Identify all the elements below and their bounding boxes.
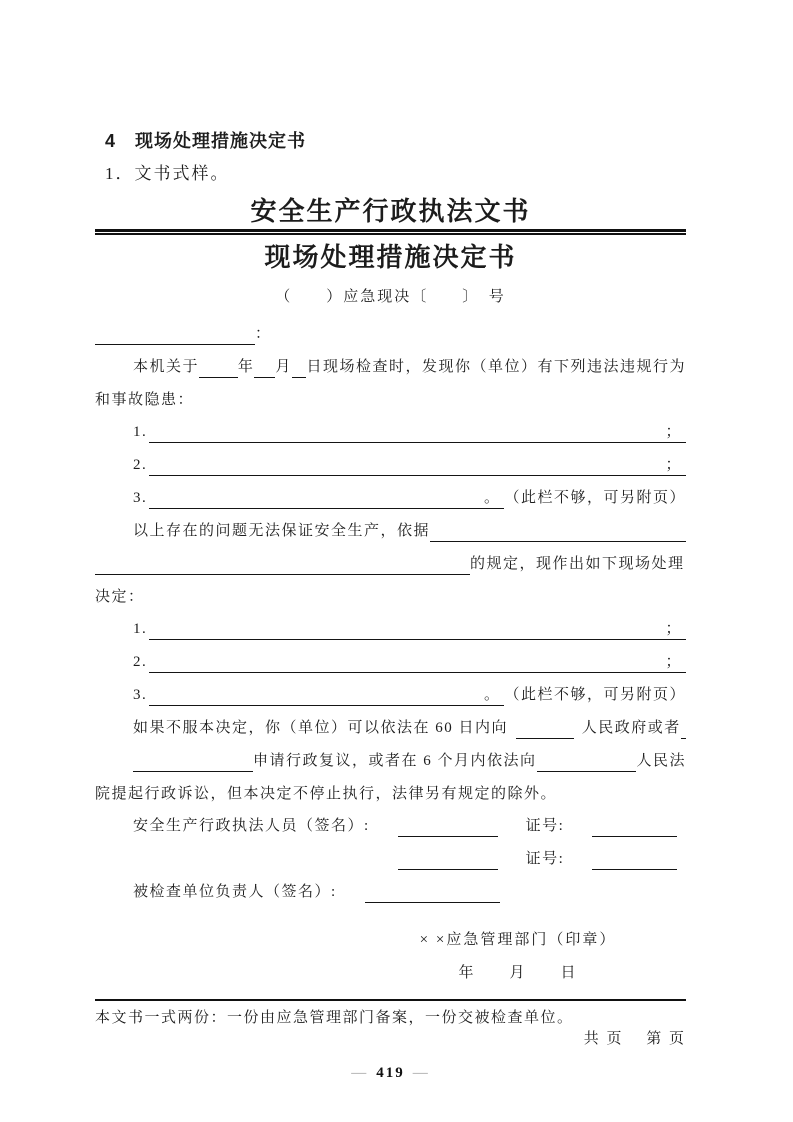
- violation-2-blank: ；: [149, 455, 686, 476]
- page-number: [95, 1065, 686, 1082]
- decision-3-blank: 。: [149, 685, 504, 706]
- violation-2-number: 2.: [133, 457, 148, 473]
- basis-text-pre: 以上存在的问题无法保证安全生产，依据: [133, 523, 431, 539]
- document-number-line: （ ）应急现决〔 〕 号: [275, 289, 506, 305]
- letterhead-title: 安全生产行政执法文书: [250, 196, 531, 226]
- intro-text-pre: 本机关于: [133, 359, 200, 375]
- appeal-line-3: [95, 784, 686, 804]
- violation-item-3: [95, 488, 686, 509]
- violation-item-1: [95, 422, 686, 443]
- appeal-blank-gov: [516, 718, 574, 739]
- addressee-colon: ：: [255, 326, 272, 342]
- footer-note: 本文书一式两份：一份由应急管理部门备案，一份交被检查单位。: [95, 1010, 574, 1026]
- intro-text-rest: 日现场检查时，发现你（单位）有下列违法违规行为: [306, 359, 686, 375]
- cert-number-blank-1: [592, 816, 677, 837]
- letterhead-double-rule: [95, 229, 686, 235]
- month-label: 月: [275, 359, 292, 375]
- decision-item-2: [95, 652, 686, 673]
- subsection-heading: 1．文书式样。: [105, 164, 230, 183]
- violation-item-2: [95, 455, 686, 476]
- enforcer-signature-blank-1: [398, 816, 498, 837]
- appeal-blank-court: [537, 751, 637, 772]
- decision-1-blank: ；: [149, 619, 686, 640]
- attach-note-2: （此栏不够，可另附页）: [504, 687, 686, 703]
- appeal-text-3: 院提起行政诉讼，但本决定不停止执行，法律另有规定的除外。: [95, 786, 558, 802]
- cert-number-label-2: 证号:: [525, 851, 565, 867]
- basis-blank-1: [430, 521, 686, 542]
- signature-row-inspected: [95, 882, 686, 903]
- inspected-unit-label: 被检查单位负责人（签名）:: [133, 884, 337, 900]
- basis-line-1: [95, 521, 686, 542]
- document-title: 现场处理措施决定书: [264, 242, 517, 272]
- day-blank: [292, 357, 307, 378]
- intro-cont-text: 和事故隐患：: [95, 392, 195, 408]
- violation-3-number: 3.: [133, 490, 148, 506]
- decision-lead-text: 决定：: [95, 589, 145, 605]
- decision-3-number: 3.: [133, 687, 148, 703]
- cert-number-blank-2: [592, 849, 677, 870]
- addressee-blank: [95, 324, 255, 345]
- appeal-line-1: [95, 718, 686, 739]
- inspected-signature-blank: [365, 882, 500, 903]
- signature-row-enforcer-2: [95, 849, 686, 870]
- footer-page-count: 共 页 第 页: [583, 1031, 686, 1047]
- page-number-dash-right: —: [412, 1065, 430, 1081]
- stamp-date-line: 年 月 日: [458, 965, 578, 981]
- appeal-text-2a: 申请行政复议，或者在 6 个月内依法向: [253, 753, 537, 769]
- decision-2-blank: ；: [149, 652, 686, 673]
- enforcer-signature-label: 安全生产行政执法人员（签名）:: [133, 818, 370, 834]
- intro-line-2: [95, 390, 686, 410]
- section-heading: 4 现场处理措施决定书: [105, 131, 307, 151]
- appeal-blank-lead: [133, 751, 253, 772]
- appeal-text-1a: 如果不服本决定，你（单位）可以依法在 60 日内向: [133, 720, 509, 736]
- attach-note: （此栏不够，可另附页）: [504, 490, 686, 506]
- violation-1-blank: ；: [149, 422, 686, 443]
- basis-line-2: [95, 554, 686, 575]
- decision-2-number: 2.: [133, 654, 148, 670]
- appeal-text-1b: 人民政府或者: [581, 720, 681, 736]
- basis-line-3: [95, 587, 686, 607]
- enforcer-signature-blank-2: [398, 849, 498, 870]
- cert-number-label-1: 证号:: [525, 818, 565, 834]
- year-label: 年: [237, 359, 255, 375]
- stamp-org-line: × ×应急管理部门（印章）: [419, 932, 617, 948]
- stamp-block: [378, 929, 658, 984]
- decision-item-3: [95, 685, 686, 706]
- page-number-value: 419: [376, 1065, 405, 1081]
- decision-item-1: [95, 619, 686, 640]
- year-blank: [199, 357, 238, 378]
- appeal-text-2b: 人民法: [636, 753, 686, 769]
- basis-text-cont: 的规定，现作出如下现场处理: [470, 556, 685, 572]
- appeal-blank-trail: [681, 718, 686, 739]
- basis-blank-2: [95, 554, 470, 575]
- month-blank: [254, 357, 275, 378]
- footer-block: [95, 999, 686, 1049]
- addressee-line: [95, 324, 686, 345]
- page-content: [95, 0, 686, 1082]
- appeal-line-2: [95, 751, 686, 772]
- violation-1-number: 1.: [133, 424, 148, 440]
- decision-1-number: 1.: [133, 621, 148, 637]
- intro-line-1: [95, 357, 686, 378]
- violation-3-blank: 。: [149, 488, 504, 509]
- signature-row-enforcer-1: [95, 816, 686, 837]
- page-number-dash-left: —: [351, 1065, 369, 1081]
